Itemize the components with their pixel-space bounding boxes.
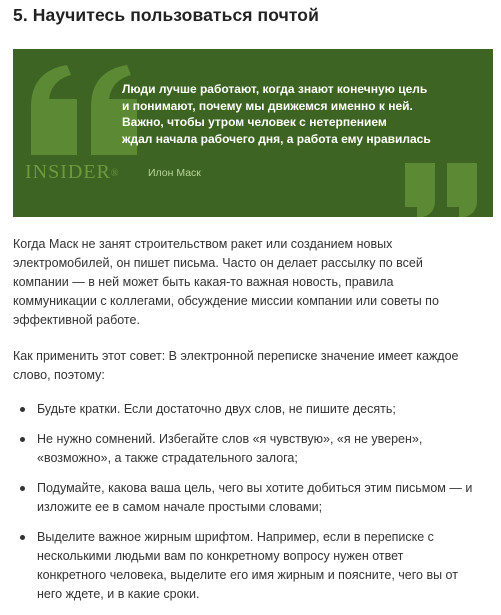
bullet-icon [20, 535, 25, 540]
list-item-line: него ждете, и в какие сроки. [37, 587, 200, 601]
insider-watermark [25, 161, 120, 184]
paragraph-line: Как применить этот совет: В электронной переписке значение имеет каждое [13, 349, 459, 363]
quote-line: Люди лучше работают, когда знают конечную цель [122, 82, 428, 96]
list-item-line: Подумайте, какова ваша цель, чего вы хотите добиться этим письмом — и [37, 481, 473, 495]
quote-line: ждал начала рабочего дня, а работа ему нравилась [122, 131, 431, 146]
bullet-icon [20, 437, 25, 442]
advice-list [13, 400, 489, 615]
quote-text [122, 81, 487, 147]
paragraph-line: Когда Маск не занят строительством ракет или созданием новых [13, 237, 393, 251]
list-item-line: Будьте кратки. Если достаточно двух слов, не пишите десять; [37, 402, 396, 416]
quote-line: и понимают, почему мы движемся именно к ней. [122, 98, 413, 113]
paragraph-line: коммуникации с коллегами, обсуждение миссии компании или советы по [13, 294, 439, 308]
section-heading: 5. Научитесь пользоваться почтой [13, 5, 319, 25]
list-item [13, 430, 489, 468]
paragraph-line: слово, поэтому: [13, 368, 105, 382]
bullet-icon [20, 486, 25, 491]
intro-paragraph [13, 235, 489, 330]
bullet-icon [20, 407, 25, 412]
list-item-line: конкретного человека, выделите его имя жирным и поясните, чего вы от [37, 568, 458, 582]
list-item-line: Выделите важное жирным шрифтом. Например, если в переписке с [37, 530, 434, 544]
list-item [13, 528, 489, 604]
list-item-line: «возможно», а также страдательного залога; [37, 451, 298, 465]
advice-paragraph [13, 347, 489, 385]
list-item [13, 400, 489, 419]
list-item-line: несколькими людьми вам по конкретному вопросу нужен ответ [37, 549, 404, 563]
quote-line: Важно, чтобы утром человек с нетерпением [122, 115, 387, 129]
close-quote-icon [403, 163, 481, 217]
paragraph-line: электромобилей, он пишет письма. Часто он делает рассылку по всей [13, 256, 423, 270]
list-item [13, 479, 489, 517]
quote-banner [13, 49, 493, 217]
paragraph-line: эффективной работе. [13, 313, 140, 327]
watermark-text: INSIDER [25, 161, 111, 183]
quote-author: Илон Маск [148, 167, 201, 179]
paragraph-line: компании — в ней может быть какая-то важная новость, правила [13, 275, 394, 289]
list-item-line: изложите ее в самом начале простыми словами; [37, 500, 323, 514]
list-item-line: Не нужно сомнений. Избегайте слов «я чувствую», «я не уверен», [37, 432, 423, 446]
registered-mark: ® [110, 167, 120, 179]
